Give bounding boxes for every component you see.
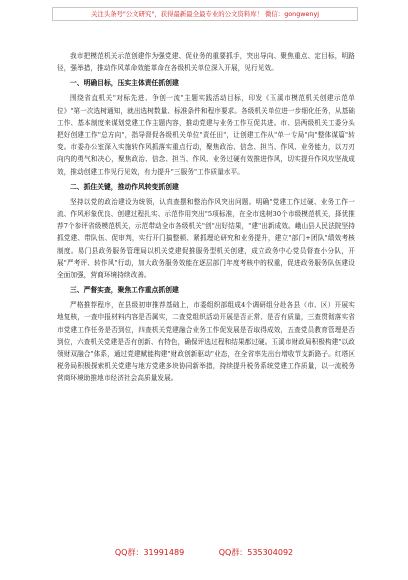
footer-qq-group-1: QQ群：31991489 xyxy=(114,548,185,557)
footer xyxy=(0,547,408,558)
intro-paragraph: 我市把模范机关示范创建作为强党建、促业务的重要抓手，突出导向、聚焦重点、定目标，明路径，强举措，推动作风革命效能革命在各级机关单位深入开展，见行见效。 xyxy=(57,52,355,73)
header-banner: 关注头条号"公文研究"，获得最新最全最专业的公文资料库！ 微信：gongwenyj xyxy=(52,7,358,21)
section-heading-2: 二、抓住关键，推动作风转变抓创建 xyxy=(70,182,179,191)
section-heading-1: 一、明确目标，压实主体责任抓创建 xyxy=(70,79,179,88)
section-body-2: 坚持以党的政治建设为统领，认真查摆和整治作风突出问题。明确"党建工作过硬、业务工作一流、作风形象优良、创建过程扎实、示范作用突出"5项标准，在全市选树30个市级模范机关，择优推荐7个参评省级模范机关，示范带动全市各级机关"创"出好结果，"建"出新成效。峨山县人民法院坚持抓党建、带队伍、促审判，实行开门搞整顿、紧抓理论研究和业务提升，建立"部门+团队"绩效考核制度。易门县政务服务管理局以机关党建促推服务型机关创建，成立政务中心党员督查小分队，开展"严考评、转作风"行动，加大政务服务效能在逐层部门年度考核中的权重，促进政务服务队伍建设全面加强，营商环境持续改善。 xyxy=(57,197,355,280)
document-body xyxy=(57,50,355,385)
footer-qq-group-2: QQ群：535304092 xyxy=(218,548,294,557)
section-body-3: 严格推荐程序，在县级初审推荐基础上，市委组织部组成4个调研组分赴各县（市、区）开展实地复核，一查申报材料内容是否属实，二查党组织活动开展是否正常、是否有质量，三查贯彻落实省市党建工作任务是否到位，四查机关党建融合业务工作促发展是否取得成效，五查党员教育管理是否到位，六查机关党建是否有创新、有特色，确保评选过程和结果都过硬。玉溪市财政局积极构建"以政领财双融合"体系，通过党建赋能构建"财政创新驱动"业态，在全省率先出台增收节支新路子。红塔区税务局积极探索机关党建与地方党建多块协同新举措，持续提升税务系统党建工作质量，以一流税务营商环境助推地市经济社会高质量发展。 xyxy=(57,301,355,383)
section-body-1: 围绕省直机关"对标先进、争创一流"主题实践活动目标，印发《玉溪市模范机关创建示范单位》"第一次选树通知，就出选树数量、标准条件和程序要求。各级机关单位进一步细化任务，从基础工作、基本制度来谋划党建工作主题内容，推动党建与业务工作互促共进。市、县两级机关工委分头把好创建工作"总方向"，指导督促各级机关单位"责任田"，让创建工作从"单一专局"向"整体谋篇"转变。市委办公室深入实施转作风抓落实重点行动，聚焦政治、信念、担当、作风、业务能力，以刀刃向内的勇气和决心，聚焦政治、信念、担当、作风、业务过硬有效推进作风，切实提升作风攻坚战成效，推动创建工作见行见效，有力提升"三服务"工作质量水平。 xyxy=(57,94,355,176)
section-heading-3: 三、严督实查，聚焦工作重点抓创建 xyxy=(70,286,179,295)
